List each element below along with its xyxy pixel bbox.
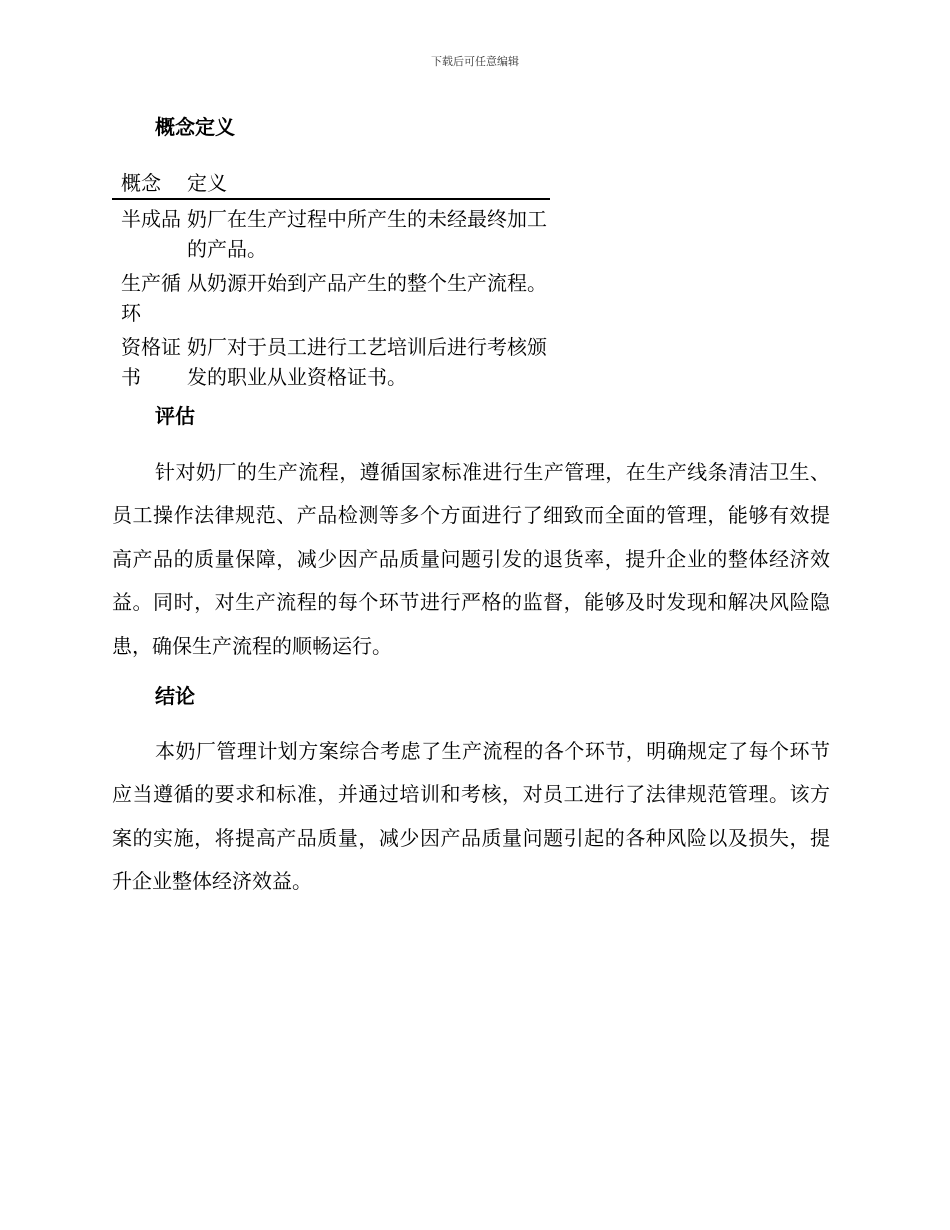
definition-cell: 从奶源开始到产品产生的整个生产流程。 xyxy=(187,271,547,295)
section-title-concept: 概念定义 xyxy=(155,115,235,139)
section-title-conclusion: 结论 xyxy=(155,684,195,708)
term-cell: 半成品 xyxy=(121,207,181,231)
table-row xyxy=(112,332,550,392)
definition-table xyxy=(112,168,550,392)
term-cell: 生产循环 xyxy=(121,271,181,325)
term-cell: 资格证书 xyxy=(121,335,181,389)
column-header-term: 概念 xyxy=(121,171,161,195)
table-row xyxy=(112,268,550,328)
evaluation-paragraph: 针对奶厂的生产流程，遵循国家标准进行生产管理，在生产线条清洁卫生、员工操作法律规范、产品检测等多个方面进行了细致而全面的管理，能够有效提高产品的质量保障，减少因产品质量问题引发的退货率，提升企业的整体经济效益。同时，对生产流程的每个环节进行严格的监督，能够及时发现和解决风险隐患，确保生产流程的顺畅运行。 xyxy=(112,460,830,658)
page-header-note: 下载后可任意编辑 xyxy=(431,55,519,68)
column-header-definition: 定义 xyxy=(187,171,227,195)
table-header xyxy=(112,168,550,200)
definition-cell: 奶厂对于员工进行工艺培训后进行考核颁发的职业从业资格证书。 xyxy=(187,335,547,389)
conclusion-paragraph: 本奶厂管理计划方案综合考虑了生产流程的各个环节，明确规定了每个环节应当遵循的要求和标准，并通过培训和考核，对员工进行了法律规范管理。该方案的实施，将提高产品质量，减少因产品质量问题引起的各种风险以及损失，提升企业整体经济效益。 xyxy=(112,739,830,894)
section-title-evaluation: 评估 xyxy=(155,404,195,428)
table-row xyxy=(112,204,550,264)
definition-cell: 奶厂在生产过程中所产生的未经最终加工的产品。 xyxy=(187,207,547,261)
